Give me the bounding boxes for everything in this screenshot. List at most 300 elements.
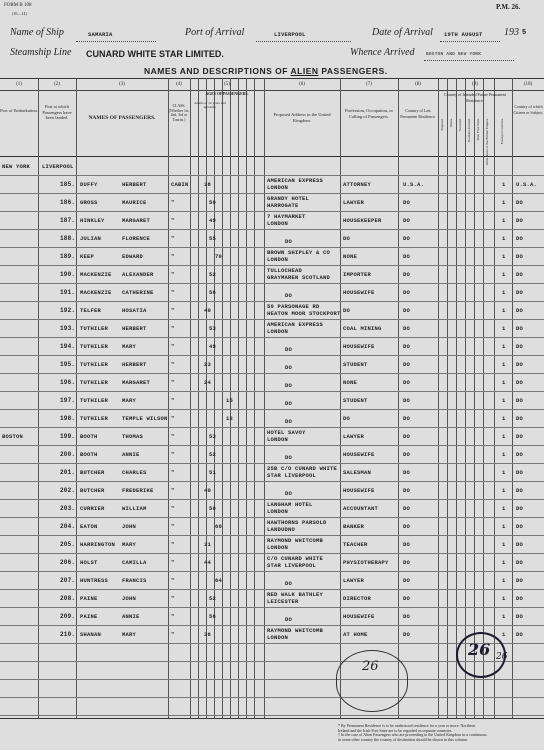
cell-class: " (171, 253, 175, 260)
sub-header: Wales. (449, 118, 453, 128)
cell-cit: DO (516, 217, 524, 224)
port-of-arrival-label: Port of Arrival (185, 27, 245, 38)
cell-surname: TUTHILER (80, 397, 109, 404)
cell-prof: DO (343, 235, 351, 242)
cell-no: 185. (60, 181, 76, 188)
cell-first: HERBERT (122, 325, 147, 332)
cell-cit: DO (516, 451, 524, 458)
cell-first: TEMPLE WILSON (122, 415, 168, 422)
cell-last: DO (403, 613, 411, 620)
cell-class: " (171, 469, 175, 476)
cell-age: 70 (215, 253, 223, 260)
cell-last: DO (403, 631, 411, 638)
table-row (0, 158, 544, 175)
cell-age: 52 (209, 451, 217, 458)
cell-future: 1 (502, 415, 506, 422)
cell-class: " (171, 559, 175, 566)
cell-address-line1: AMERICAN EXPRESS (267, 177, 324, 184)
cell-future: 1 (502, 181, 506, 188)
cell-no: 192. (60, 307, 76, 314)
table-row (0, 230, 544, 247)
cell-first: MARGARET (122, 217, 151, 224)
cell-age: 40 (204, 307, 212, 314)
cell-future: 1 (502, 505, 506, 512)
cell-future: 1 (502, 253, 506, 260)
cell-address-line1: HOTEL SAVOY (267, 429, 306, 436)
sub-header: England. (440, 118, 444, 131)
cell-prof: HOUSEWIFE (343, 343, 375, 350)
cell-prof: ATTORNEY (343, 181, 372, 188)
cell-prof: NONE (343, 379, 358, 386)
cell-prof: DO (343, 307, 351, 314)
col-number: (6) (299, 82, 305, 87)
cell-surname: JULIAN (80, 235, 102, 242)
table-row (0, 464, 544, 481)
cell-cit: DO (516, 469, 524, 476)
col-number: (1) (16, 82, 22, 87)
cell-last: DO (403, 307, 411, 314)
cell-class: CABIN (171, 181, 189, 188)
blank-row-rule (0, 679, 544, 680)
cell-prof: TEACHER (343, 541, 368, 548)
table-row (0, 302, 544, 319)
col-number: (4) (176, 82, 182, 87)
table-header-rule (0, 156, 544, 157)
cell-embark: NEW YORK (2, 163, 31, 170)
cell-class: " (171, 235, 175, 242)
cell-first: MARY (122, 541, 137, 548)
cell-last: DO (403, 541, 411, 548)
sub-header: Scotland. (458, 118, 462, 132)
table-num-rule (0, 90, 544, 91)
cell-future: 1 (502, 361, 506, 368)
cell-age: 51 (209, 469, 217, 476)
cell-prof: STUDENT (343, 397, 368, 404)
cell-last: DO (403, 199, 411, 206)
col-header-citizen: Country of which Citizen or Subject. (513, 104, 544, 115)
cell-address-line2: GRAYMAREN SCOTLAND (267, 274, 331, 281)
cell-prof: COAL MINING (343, 325, 382, 332)
table-row (0, 608, 544, 625)
col-header-profession: Profession, Occupation, or Calling of Passengers. (345, 108, 393, 119)
date-rule (440, 41, 500, 42)
cell-no: 210. (60, 631, 76, 638)
cell-class: " (171, 487, 175, 494)
cell-cit: DO (516, 253, 524, 260)
cell-prof: PHYSIOTHERAPY (343, 559, 389, 566)
cell-address-line2: DO (285, 364, 293, 371)
title-part-1: NAMES AND DESCRIPTIONS OF (144, 66, 288, 76)
cell-surname: BUTCHER (80, 469, 105, 476)
cell-future: 1 (502, 325, 506, 332)
cell-class: " (171, 613, 175, 620)
cell-address-line2: LONDON (267, 184, 289, 191)
cell-prof: ACCOUNTANT (343, 505, 379, 512)
cell-prof: LAWYER (343, 577, 365, 584)
cell-address-line2: STAR LIVERPOOL (267, 472, 317, 479)
cell-cit: U.S.A. (516, 181, 538, 188)
cell-age: 12 (226, 415, 234, 422)
cell-age: 52 (209, 595, 217, 602)
cell-age: 38 (204, 181, 212, 188)
cell-surname: PAINE (80, 613, 98, 620)
cell-class: " (171, 505, 175, 512)
cell-age: 31 (204, 541, 212, 548)
cell-address-line1: AMERICAN EXPRESS (267, 321, 324, 328)
cell-address-line2: DO (285, 400, 293, 407)
cell-prof: BANKER (343, 523, 365, 530)
date-of-arrival-label: Date of Arrival (372, 27, 433, 38)
col-number: (9) (472, 82, 478, 87)
cell-address-line2: DO (285, 454, 293, 461)
cell-future: 1 (502, 217, 506, 224)
cell-last: DO (403, 379, 411, 386)
cell-first: HERBERT (122, 181, 147, 188)
cell-last: DO (403, 235, 411, 242)
cell-surname: DUFFY (80, 181, 98, 188)
table-row (0, 248, 544, 265)
cell-first: CHARLES (122, 469, 147, 476)
sub-header: Foreign Countries. (500, 118, 504, 145)
cell-cit: DO (516, 577, 524, 584)
cell-no: 209. (60, 613, 76, 620)
table-row (0, 572, 544, 589)
cell-no: 194. (60, 343, 76, 350)
table-row (0, 590, 544, 607)
cell-no: 195. (60, 361, 76, 368)
sub-header: Other Parts of the British Empire. (485, 118, 489, 166)
date-value: 19TH AUGUST (444, 31, 483, 38)
blank-row-rule (0, 697, 544, 698)
col-header-embarkation: Port of Embarkation. (0, 108, 38, 113)
col-header-landed: Port at which Passengers have been landed. (42, 104, 72, 120)
cell-first: MARY (122, 343, 137, 350)
cell-no: 198. (60, 415, 76, 422)
cell-no: 208. (60, 595, 76, 602)
cell-first: ANNIE (122, 451, 140, 458)
sub-header: Northern Ireland. (467, 118, 471, 143)
cell-class: " (171, 631, 175, 638)
cell-first: FREDERIKE (122, 487, 154, 494)
cell-no: 189. (60, 253, 76, 260)
cell-age: 52 (209, 271, 217, 278)
manifest-title (144, 66, 388, 76)
cell-prof: HOUSEWIFE (343, 613, 375, 620)
cell-prof: HOUSEWIFE (343, 451, 375, 458)
cell-surname: GROSS (80, 199, 98, 206)
cell-address-line2: DO (285, 346, 293, 353)
cell-cit: DO (516, 307, 524, 314)
cell-age: 36 (204, 631, 212, 638)
cell-future: 1 (502, 559, 506, 566)
ship-name-value: SAMARIA (88, 31, 113, 38)
cell-address-line2: HARROGATE (267, 202, 299, 209)
cell-age: 53 (209, 433, 217, 440)
cell-future: 1 (502, 235, 506, 242)
pm-number: P.M. 26. (496, 3, 521, 11)
cell-address-line2: DO (285, 292, 293, 299)
cell-surname: SHANAN (80, 631, 102, 638)
cell-surname: KEEP (80, 253, 95, 260)
table-row (0, 536, 544, 553)
cell-prof: LAWYER (343, 199, 365, 206)
port-rule (256, 41, 351, 42)
col-header-class: CLASS. (Whether 1st, 2nd, 3rd or Tourist.) (168, 104, 190, 122)
cell-cit: DO (516, 235, 524, 242)
cell-cit: DO (516, 595, 524, 602)
cell-age: 64 (215, 577, 223, 584)
col-header-last-residence: Country of Last Permanent Residence. (400, 108, 436, 119)
col-header-address: Proposed Address in the United Kingdom. (273, 112, 331, 123)
cell-last: DO (403, 253, 411, 260)
cell-no: 201. (60, 469, 76, 476)
cell-surname: TUTHILER (80, 325, 109, 332)
cell-class: " (171, 271, 175, 278)
port-value: LIVERPOOL (274, 31, 306, 38)
cell-address-line2: LANDUDNO (267, 526, 296, 533)
cell-class: " (171, 577, 175, 584)
table-row (0, 194, 544, 211)
cell-prof: SALESMAN (343, 469, 372, 476)
cell-last: DO (403, 505, 411, 512)
cell-no: 191. (60, 289, 76, 296)
cell-first: THOMAS (122, 433, 144, 440)
cell-no: 207. (60, 577, 76, 584)
cell-address-line1: 7 HAYMARKET (267, 213, 306, 220)
line-name: CUNARD WHITE STAR LIMITED. (86, 49, 224, 59)
cell-prof: HOUSEWIFE (343, 487, 375, 494)
cell-surname: BOOTH (80, 433, 98, 440)
cell-address-line1: 25B C/O CUNARD WHITE (267, 465, 338, 472)
cell-future: 1 (502, 487, 506, 494)
cell-first: WILLIAM (122, 505, 147, 512)
cell-address-line1: 50 PARSONAGE RD (267, 303, 320, 310)
title-part-2: PASSENGERS. (321, 66, 388, 76)
col-number: (8) (415, 82, 421, 87)
cell-first: MARY (122, 397, 137, 404)
table-row (0, 392, 544, 409)
cell-future: 1 (502, 541, 506, 548)
col-number: (3) (119, 82, 125, 87)
footnote-line: in some other country the country of destination should be shown in this column. (338, 736, 468, 742)
cell-class: " (171, 433, 175, 440)
cell-first: ANNIE (122, 613, 140, 620)
cell-age: 15 (226, 397, 234, 404)
cell-embark: BOSTON (2, 433, 24, 440)
cell-future: 1 (502, 613, 506, 620)
cell-surname: HOLST (80, 559, 98, 566)
cell-cit: DO (516, 523, 524, 530)
cell-cit: DO (516, 361, 524, 368)
table-row (0, 284, 544, 301)
cell-first: JOHN (122, 595, 137, 602)
cell-age: 60 (215, 523, 223, 530)
cell-future: 1 (502, 523, 506, 530)
table-row (0, 176, 544, 193)
cell-age: 49 (209, 343, 217, 350)
col-header-age-adults: Adults of 12 years and upwards. (194, 101, 226, 109)
title-alien: ALIEN (290, 66, 319, 76)
whence-value: BOSTON AND NEW YORK (426, 52, 482, 57)
handwritten-number-left: 26 (362, 659, 379, 674)
cell-age: 53 (209, 325, 217, 332)
steamship-line-label: Steamship Line (10, 47, 72, 58)
year-suffix: 5 (522, 29, 527, 37)
footnote-line: * By Permanent Residence is to be understood residence for a year or more. Northern (338, 723, 475, 728)
cell-age: 40 (204, 487, 212, 494)
cell-last: DO (403, 559, 411, 566)
cell-class: " (171, 523, 175, 530)
cell-future: 1 (502, 397, 506, 404)
cell-last: DO (403, 343, 411, 350)
col-number: (10) (523, 82, 533, 87)
cell-address-line2: DO (285, 490, 293, 497)
cell-class: " (171, 451, 175, 458)
cell-no: 186. (60, 199, 76, 206)
cell-landed: LIVERPOOL (42, 163, 74, 170)
cell-age: 24 (204, 379, 212, 386)
cell-surname: HINKLEY (80, 217, 105, 224)
cell-cit: DO (516, 433, 524, 440)
cell-first: EDWARD (122, 253, 144, 260)
cell-surname: TUTHILER (80, 379, 109, 386)
cell-class: " (171, 307, 175, 314)
cell-cit: DO (516, 541, 524, 548)
cell-class: " (171, 289, 175, 296)
cell-address-line1: HAWTHORNS PARSOLD (267, 519, 327, 526)
handwritten-number-right-small: 26 (496, 652, 508, 662)
col-header-names: NAMES OF PASSENGERS. (88, 115, 156, 121)
form-id: FORM B 108 (4, 3, 32, 8)
cell-cit: DO (516, 613, 524, 620)
cell-age: 55 (209, 235, 217, 242)
table-row (0, 410, 544, 427)
cell-last: DO (403, 217, 411, 224)
table-top-rule (0, 78, 544, 79)
cell-last: DO (403, 469, 411, 476)
cell-last: DO (403, 271, 411, 278)
cell-age: 44 (204, 559, 212, 566)
cell-address-line1: C/O CUNARD WHITE (267, 555, 324, 562)
cell-no: 204. (60, 523, 76, 530)
cell-age: 56 (209, 613, 217, 620)
cell-future: 1 (502, 631, 506, 638)
cell-first: HERBERT (122, 361, 147, 368)
cell-no: 188. (60, 235, 76, 242)
table-row (0, 482, 544, 499)
cell-no: 196. (60, 379, 76, 386)
cell-cit: DO (516, 397, 524, 404)
cell-no: 203. (60, 505, 76, 512)
cell-future: 1 (502, 469, 506, 476)
cell-future: 1 (502, 307, 506, 314)
cell-address-line1: RAYMOND WHITCOMB (267, 627, 324, 634)
cell-last: DO (403, 325, 411, 332)
cell-cit: DO (516, 487, 524, 494)
cell-class: " (171, 415, 175, 422)
cell-surname: TELFER (80, 307, 102, 314)
cell-last: DO (403, 433, 411, 440)
cell-surname: BUTCHER (80, 487, 105, 494)
col-number: (2) (54, 82, 60, 87)
cell-address-line1: BROWN SHIPLEY & CO (267, 249, 331, 256)
cell-first: CAMILLA (122, 559, 147, 566)
cell-class: " (171, 379, 175, 386)
cell-surname: PAINE (80, 595, 98, 602)
cell-prof: IMPORTER (343, 271, 372, 278)
cell-prof: NONE (343, 253, 358, 260)
cell-no: 205. (60, 541, 76, 548)
cell-prof: STUDENT (343, 361, 368, 368)
cell-cit: DO (516, 559, 524, 566)
cell-first: JOHN (122, 523, 137, 530)
cell-address-line2: LONDON (267, 544, 289, 551)
cell-surname: MACKENZIE (80, 271, 112, 278)
table-row (0, 266, 544, 283)
cell-future: 1 (502, 343, 506, 350)
cell-address-line2: LONDON (267, 256, 289, 263)
cell-address-line1: TULLOCHEAD (267, 267, 303, 274)
cell-no: 187. (60, 217, 76, 224)
sub-header: Irish Free State. (476, 118, 480, 141)
cell-cit: DO (516, 199, 524, 206)
cell-cit: DO (516, 343, 524, 350)
year-prefix: 193 (504, 27, 519, 38)
cell-last: DO (403, 487, 411, 494)
cell-no: 202. (60, 487, 76, 494)
cell-surname: EATON (80, 523, 98, 530)
cell-prof: DIRECTOR (343, 595, 372, 602)
table-row (0, 554, 544, 571)
cell-cit: DO (516, 325, 524, 332)
cell-address-line1: GRANDY HOTEL (267, 195, 310, 202)
cell-address-line2: LONDON (267, 220, 289, 227)
cell-address-line2: DO (285, 418, 293, 425)
cell-future: 1 (502, 271, 506, 278)
cell-address-line2: LONDON (267, 436, 289, 443)
cell-surname: TUTHILER (80, 343, 109, 350)
cell-first: HOSATIA (122, 307, 147, 314)
cell-future: 1 (502, 451, 506, 458)
cell-first: FLORENCE (122, 235, 151, 242)
footnote-line: Ireland and the Irish Free State are to be regarded as separate countries. (338, 727, 453, 733)
form-sub: (10—14) (12, 11, 27, 16)
cell-last: DO (403, 523, 411, 530)
cell-address-line2: LONDON (267, 634, 289, 641)
cell-cit: DO (516, 631, 524, 638)
cell-first: FRANCIS (122, 577, 147, 584)
cell-address-line1: LANGHAM HOTEL (267, 501, 313, 508)
handwritten-number-right: 26 (468, 640, 491, 659)
cell-future: 1 (502, 577, 506, 584)
cell-surname: TUTHILER (80, 415, 109, 422)
table-row (0, 356, 544, 373)
table-bottom-rule (0, 718, 544, 719)
cell-class: " (171, 397, 175, 404)
cell-class: " (171, 595, 175, 602)
cell-no: 200. (60, 451, 76, 458)
cell-class: " (171, 343, 175, 350)
cell-surname: CURRIER (80, 505, 105, 512)
cell-address-line2: STAR LIVERPOOL (267, 562, 317, 569)
cell-prof: AT HOME (343, 631, 368, 638)
col-number: (5) (224, 82, 230, 87)
cell-cit: DO (516, 505, 524, 512)
cell-prof: HOUSEKEEPER (343, 217, 382, 224)
cell-no: 197. (60, 397, 76, 404)
cell-last: U.S.A. (403, 181, 425, 188)
cell-address-line2: HEATON MOOR STOCKPORT (267, 310, 341, 317)
